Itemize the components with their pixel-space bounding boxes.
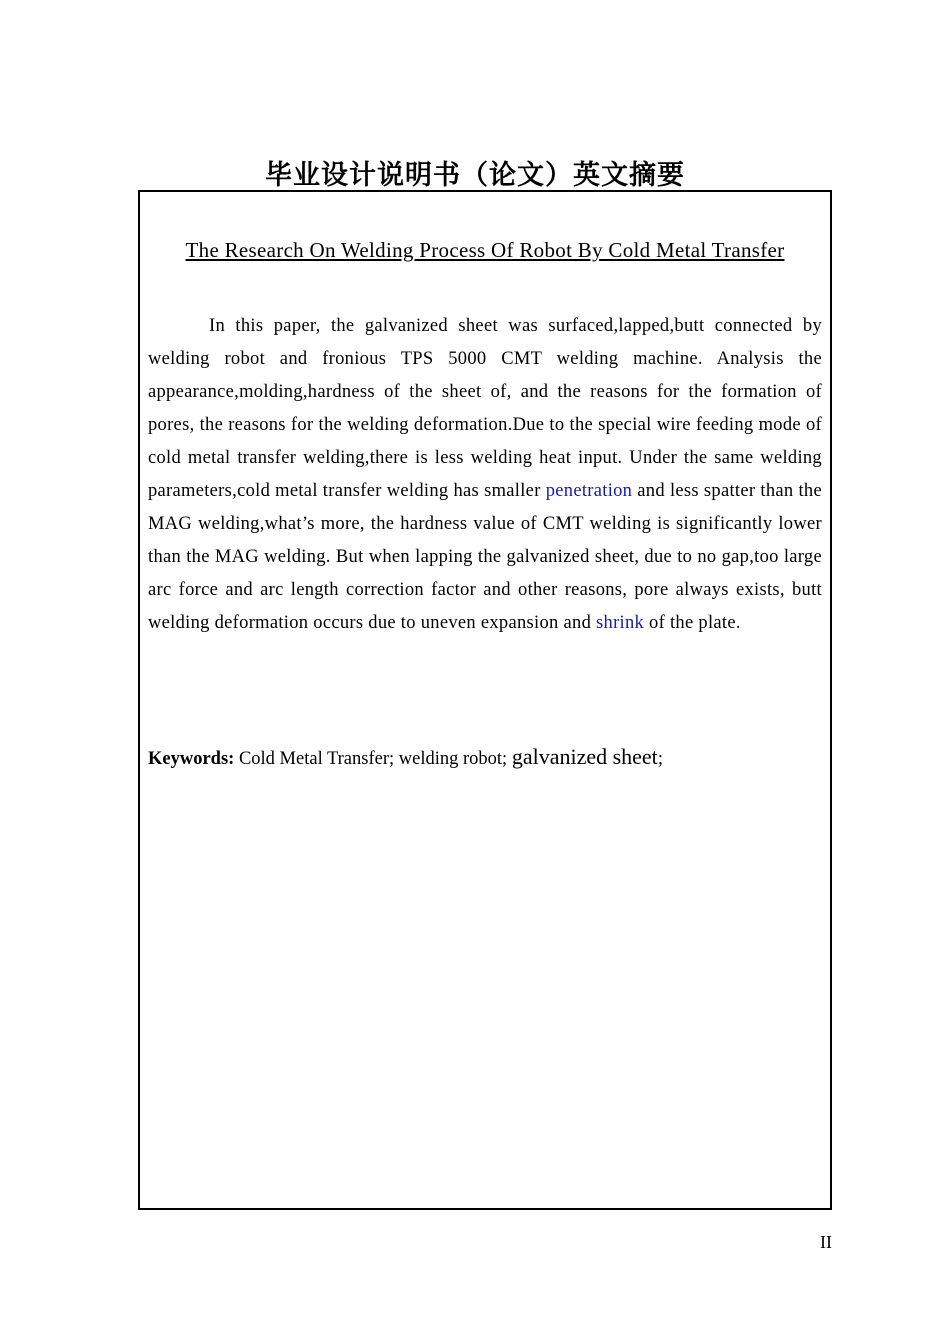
abstract-text-2: and less spatter than the MAG welding,what’s more, the hardness value of CMT welding is significantly lower than the MAG welding. But when lapping the galvanized sheet, due to no gap,too large arc force and arc length correction factor and other reasons, pore always exists, butt welding deformation occurs due to uneven expansion and [148, 481, 822, 633]
highlighted-term-shrink: shrink [596, 613, 645, 633]
abstract-text-3: of the plate. [644, 613, 741, 633]
keywords-trailing: ; [657, 749, 663, 769]
paper-title: The Research On Welding Process Of Robot By Cold Metal Transfer [185, 238, 785, 262]
keywords-last-term: galvanized sheet [511, 744, 658, 769]
highlighted-term-penetration: penetration [545, 481, 633, 501]
abstract-text-1: In this paper, the galvanized sheet was surfaced,lapped,butt connected by welding robot and fronious TPS 5000 CMT welding machine. Analysis the appearance,molding,hardness of the sheet of, and the reasons for the formation of pores, the reasons for the welding deformation.Due to the special wire feeding mode of cold metal transfer welding,there is less welding heat input. Under the same welding parameters,cold metal transfer welding has smaller [148, 316, 822, 501]
keywords-line [148, 744, 663, 770]
keywords-terms: Cold Metal Transfer; welding robot; [234, 749, 512, 769]
page-number: II [820, 1232, 832, 1252]
keywords-label: Keywords: [148, 749, 235, 769]
page-heading: 毕业设计说明书（论文）英文摘要 [265, 160, 685, 191]
abstract-frame [138, 190, 832, 1210]
abstract-paragraph [148, 310, 822, 640]
